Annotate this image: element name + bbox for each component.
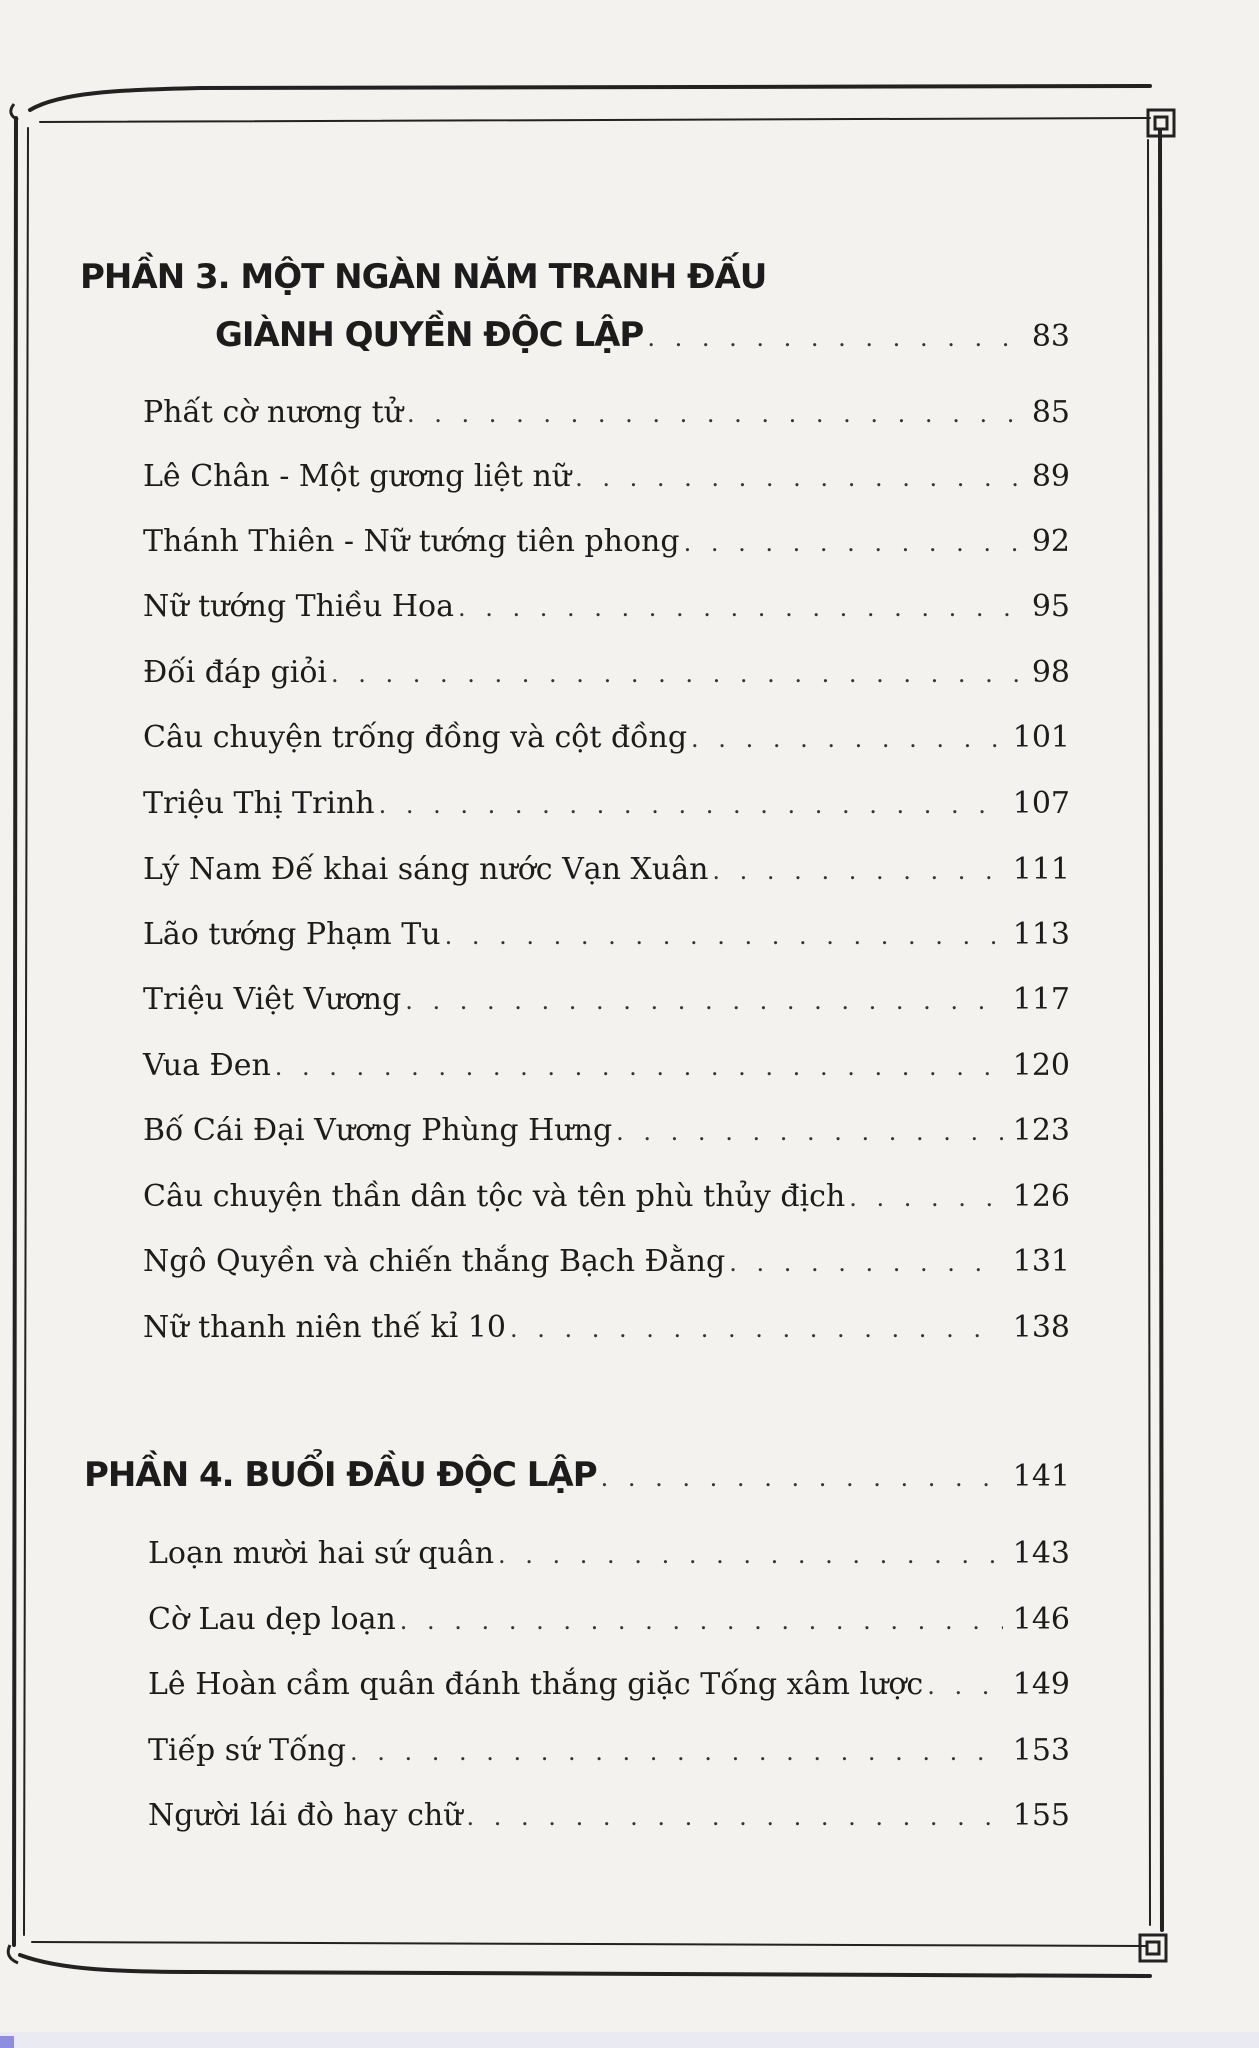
part-heading-line1: PHẦN 3. MỘT NGÀN NĂM TRANH ĐẤU <box>80 257 767 297</box>
dot-leader <box>684 518 1022 568</box>
page-number: 89 <box>1031 459 1070 494</box>
entry-title: Phất cờ nương tử <box>143 395 404 430</box>
toc-entry[interactable] <box>143 1172 1070 1222</box>
dot-leader <box>275 1042 1003 1092</box>
toc-entry[interactable] <box>143 713 1070 763</box>
entry-title: Loạn mười hai sứ quân <box>148 1536 495 1571</box>
entry-title: Vua Đen <box>143 1048 271 1083</box>
entry-title: Lý Nam Đế khai sáng nước Vạn Xuân <box>143 852 709 887</box>
page-number: 95 <box>1031 589 1070 624</box>
toc-entry[interactable] <box>143 452 1070 502</box>
page-number: 153 <box>1012 1733 1070 1768</box>
entry-title: Tiếp sứ Tống <box>148 1733 346 1768</box>
page-number: 111 <box>1012 852 1070 887</box>
dot-leader <box>498 1530 1003 1580</box>
dot-leader <box>927 1661 1003 1711</box>
page-number: 101 <box>1012 720 1070 755</box>
page-number: 126 <box>1012 1179 1070 1214</box>
dot-leader <box>467 1792 1003 1842</box>
toc-entry[interactable] <box>143 388 1070 438</box>
dot-leader <box>510 1304 1003 1354</box>
dot-leader <box>350 1727 1003 1777</box>
page-number: 146 <box>1012 1602 1070 1637</box>
page-number: 92 <box>1031 524 1070 559</box>
page-number: 117 <box>1012 982 1070 1017</box>
toc-entry-part3[interactable] <box>215 310 1070 360</box>
dot-leader <box>647 313 1021 363</box>
page-number: 83 <box>1031 319 1070 354</box>
dot-leader <box>445 911 1003 961</box>
page-number: 149 <box>1012 1667 1070 1702</box>
toc-entry[interactable] <box>148 1726 1070 1776</box>
dot-leader <box>849 1173 1002 1223</box>
dot-leader <box>379 780 1003 830</box>
toc-entry[interactable] <box>148 1595 1070 1645</box>
page-number: 141 <box>1012 1459 1070 1494</box>
toc-entry[interactable] <box>143 1041 1070 1091</box>
page-number: 120 <box>1012 1048 1070 1083</box>
toc-entry[interactable] <box>143 779 1070 829</box>
toc-entry[interactable] <box>143 910 1070 960</box>
part-heading <box>80 252 766 302</box>
entry-title: Câu chuyện trống đồng và cột đồng <box>143 720 688 755</box>
toc-entry-part4[interactable] <box>84 1450 1070 1500</box>
page-number: 143 <box>1012 1536 1070 1571</box>
entry-title: Đối đáp giỏi <box>143 655 327 690</box>
toc-entry[interactable] <box>143 1303 1070 1353</box>
dot-leader <box>616 1107 1003 1157</box>
page-number: 98 <box>1031 655 1070 690</box>
toc-entry[interactable] <box>148 1791 1070 1841</box>
page-number: 155 <box>1012 1798 1070 1833</box>
entry-title: Triệu Việt Vương <box>143 982 402 1017</box>
part-heading-line2: GIÀNH QUYỀN ĐỘC LẬP <box>215 315 644 355</box>
dot-leader <box>575 453 1022 503</box>
entry-title: Cờ Lau dẹp loạn <box>148 1602 396 1637</box>
page-number: 107 <box>1012 786 1070 821</box>
entry-title: Lê Chân - Một gương liệt nữ <box>143 459 572 494</box>
dot-leader <box>601 1453 1003 1503</box>
entry-title: Lê Hoàn cầm quân đánh thắng giặc Tống xâm lược <box>148 1667 924 1702</box>
dot-leader <box>405 976 1003 1026</box>
entry-title: Lão tướng Phạm Tu <box>143 917 441 952</box>
toc-entry[interactable] <box>143 582 1070 632</box>
dot-leader <box>458 583 1022 633</box>
entry-title: Thánh Thiên - Nữ tướng tiên phong <box>143 524 680 559</box>
toc-entry[interactable] <box>148 1529 1070 1579</box>
entry-title: Nữ tướng Thiều Hoa <box>143 589 454 624</box>
dot-leader <box>407 389 1022 439</box>
toc-entry[interactable] <box>143 1237 1070 1287</box>
entry-title: Người lái đò hay chữ <box>148 1798 463 1833</box>
dot-leader <box>691 714 1003 764</box>
page-number: 131 <box>1012 1244 1070 1279</box>
dot-leader <box>712 846 1002 896</box>
page-number: 113 <box>1012 917 1070 952</box>
toc-entry[interactable] <box>148 1660 1070 1710</box>
dot-leader <box>400 1596 1003 1646</box>
dot-leader <box>331 649 1022 699</box>
toc-entry[interactable] <box>143 845 1070 895</box>
entry-title: Triệu Thị Trinh <box>143 786 375 821</box>
entry-title: Ngô Quyền và chiến thắng Bạch Đằng <box>143 1244 726 1279</box>
dot-leader <box>729 1238 1003 1288</box>
part-heading: PHẦN 4. BUỔI ĐẦU ĐỘC LẬP <box>84 1455 597 1495</box>
toc-entry[interactable] <box>143 648 1070 698</box>
toc-entry[interactable] <box>143 517 1070 567</box>
entry-title: Câu chuyện thần dân tộc và tên phù thủy địch <box>143 1179 846 1214</box>
page-number: 123 <box>1012 1113 1070 1148</box>
entry-title: Bố Cái Đại Vương Phùng Hưng <box>143 1113 613 1148</box>
toc-entry[interactable] <box>143 975 1070 1025</box>
entry-title: Nữ thanh niên thế kỉ 10 <box>143 1310 506 1345</box>
toc-entry[interactable] <box>143 1106 1070 1156</box>
page-number: 138 <box>1012 1310 1070 1345</box>
page-number: 85 <box>1031 395 1070 430</box>
